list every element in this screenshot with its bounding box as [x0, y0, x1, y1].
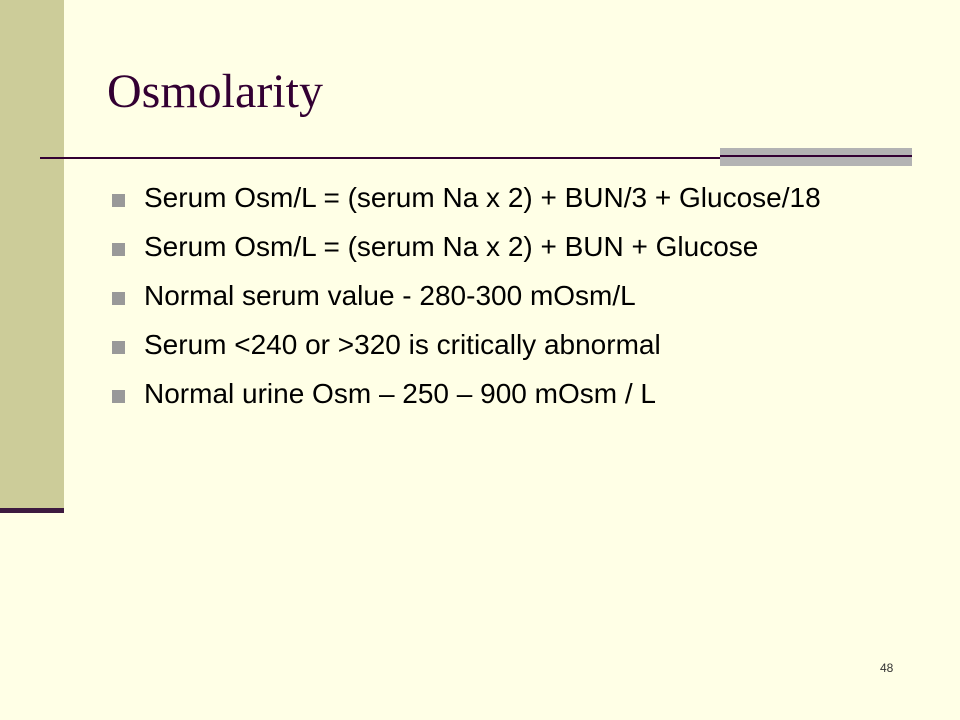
bullet-text: Normal urine Osm – 250 – 900 mOsm / L: [144, 378, 656, 409]
left-decorative-band: [0, 0, 64, 512]
bullet-item: [108, 278, 908, 314]
bullet-text: Serum Osm/L = (serum Na x 2) + BUN/3 + Glucose/18: [144, 182, 821, 213]
bullet-text: Serum <240 or >320 is critically abnormal: [144, 329, 661, 360]
square-bullet-icon: [112, 292, 125, 305]
square-bullet-icon: [112, 341, 125, 354]
left-band-bottom-rule: [0, 508, 64, 513]
bullet-item: [108, 327, 908, 363]
page-number: 48: [880, 661, 894, 675]
bullet-list: [108, 180, 908, 425]
bullet-item: [108, 229, 908, 265]
square-bullet-icon: [112, 390, 125, 403]
bullet-item: [108, 180, 908, 216]
bullet-item: [108, 376, 908, 412]
square-bullet-icon: [112, 243, 125, 256]
bullet-text: Serum Osm/L = (serum Na x 2) + BUN + Glucose: [144, 231, 759, 262]
square-bullet-icon: [112, 194, 125, 207]
bullet-text: Normal serum value - 280-300 mOsm/L: [144, 280, 636, 311]
slide-title: Osmolarity: [107, 65, 323, 118]
title-divider-accent: [720, 148, 912, 166]
